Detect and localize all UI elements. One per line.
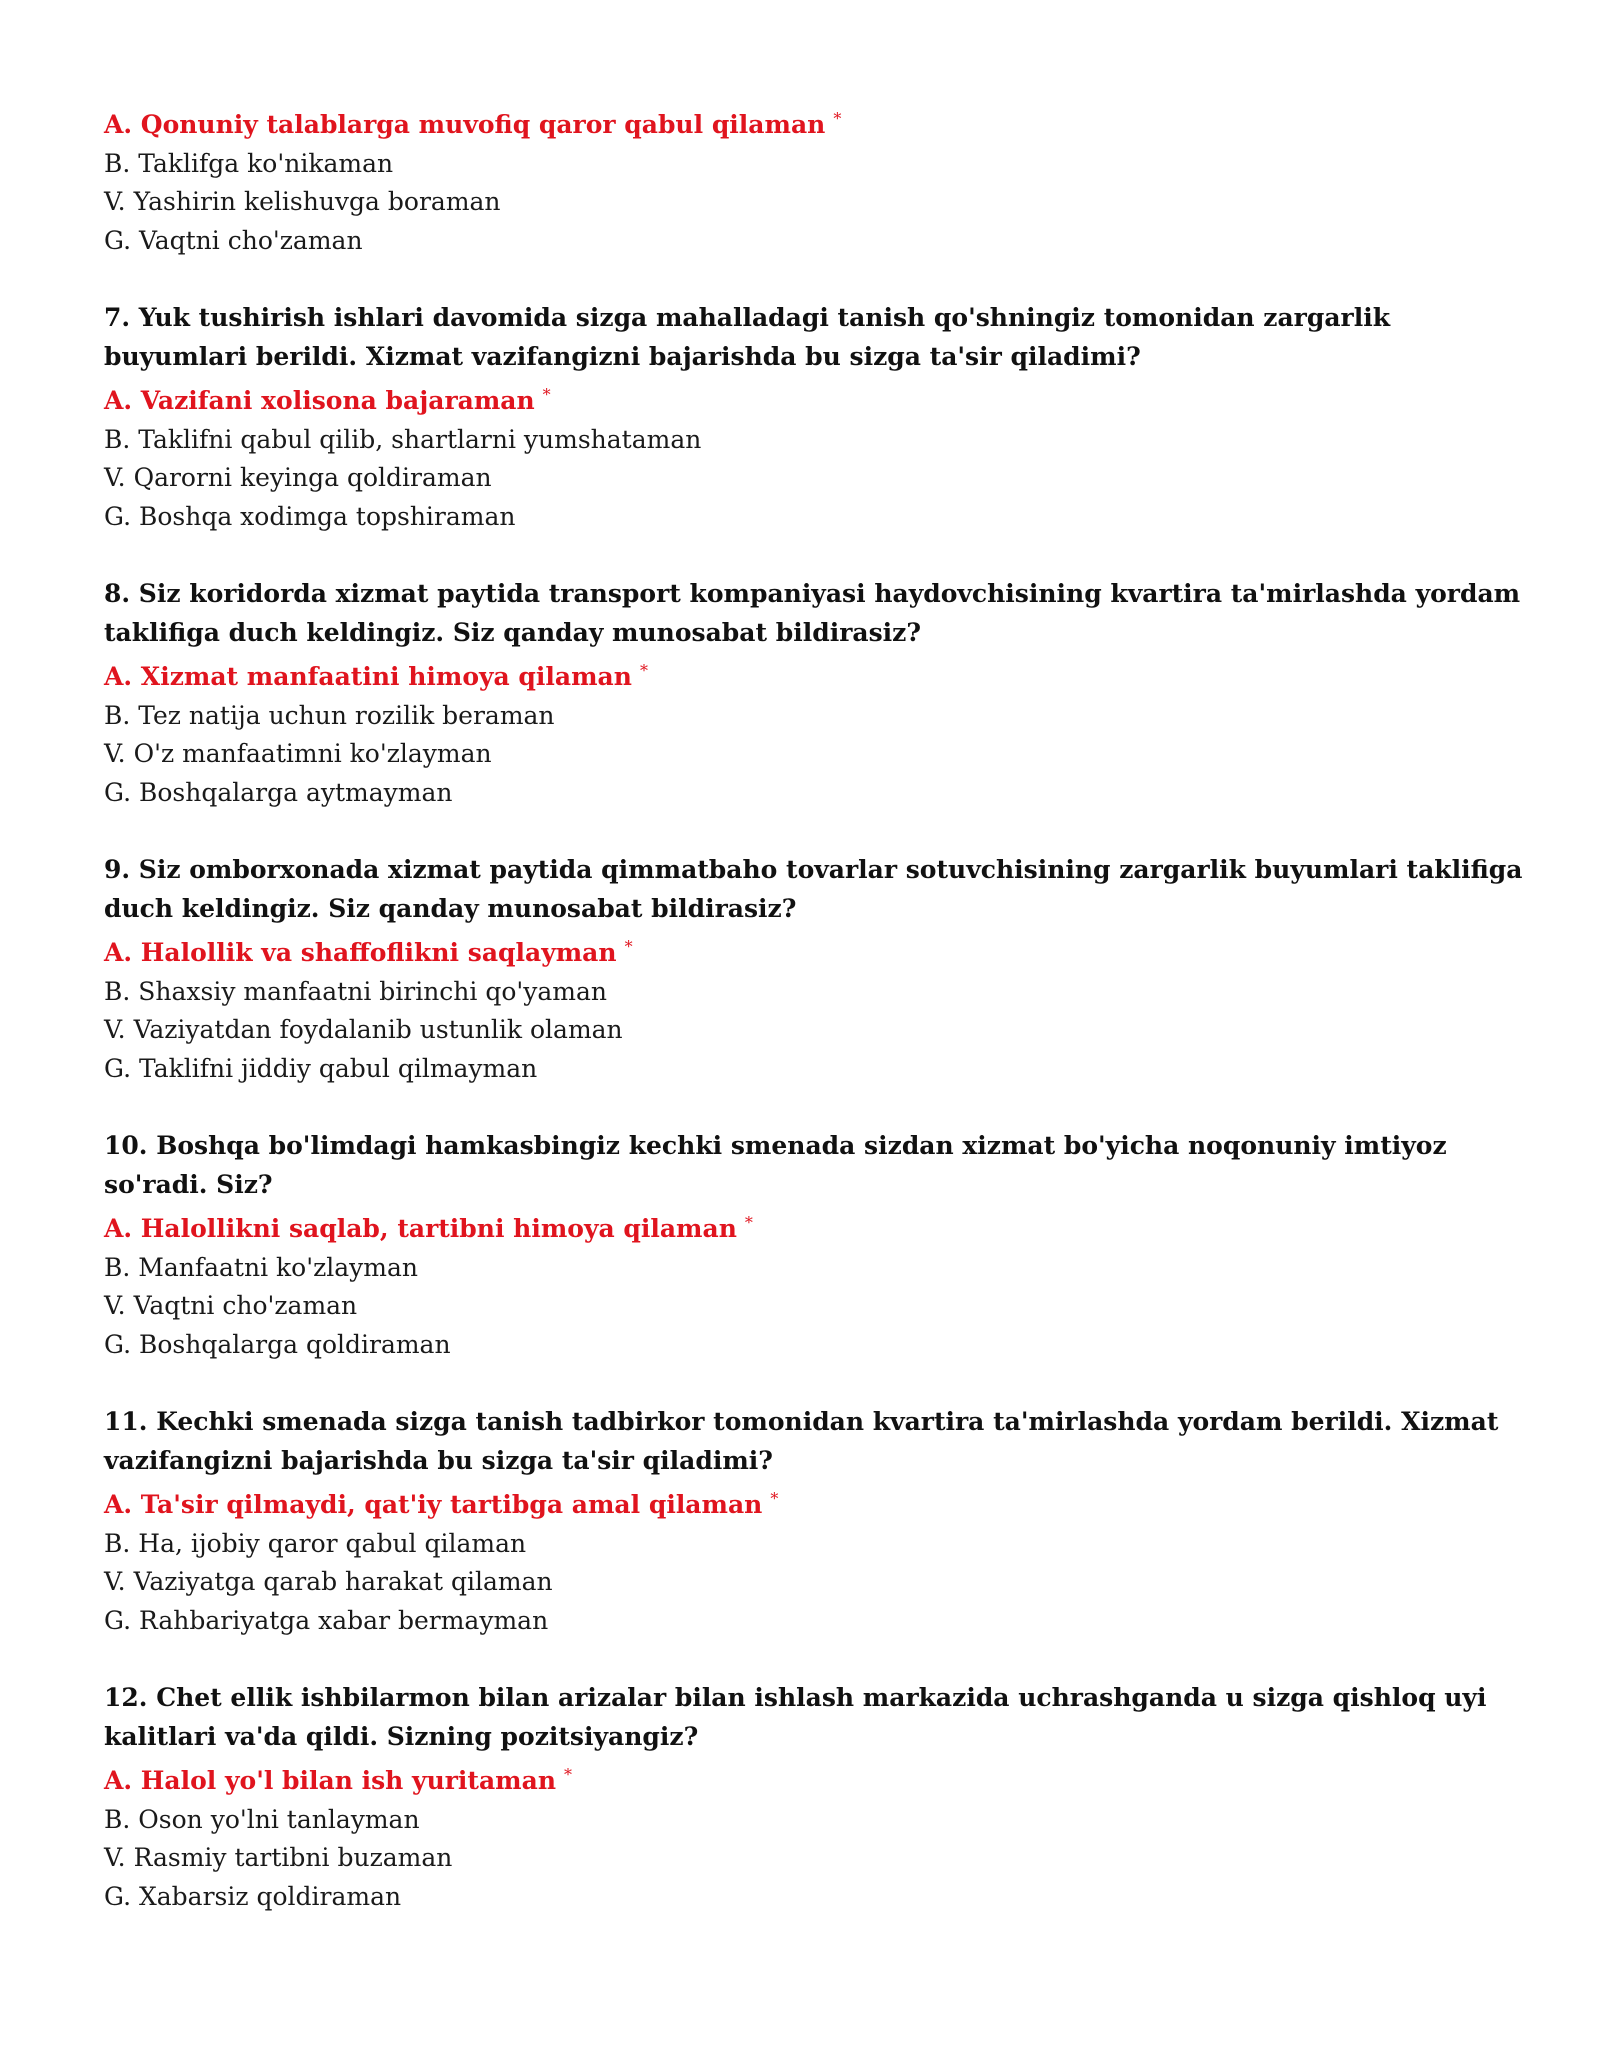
correct-marker: *: [639, 661, 648, 680]
question-text: 10. Boshqa bo'limdagi hamkasbingiz kechki smenada sizdan xizmat bo'yicha noqonuniy imtiyoz so'radi. Siz?: [104, 1131, 1447, 1199]
question-block-11: [104, 1403, 1524, 1640]
correct-marker: *: [564, 1765, 573, 1784]
answer-option: G. Boshqalarga qoldiraman: [104, 1329, 451, 1359]
correct-marker: *: [744, 1213, 753, 1232]
correct-answer: A. Halollik va shaffoflikni saqlayman *: [104, 937, 633, 967]
question-text: 7. Yuk tushirish ishlari davomida sizga mahalladagi tanish qo'shningiz tomonidan zargarlik buyumlari berildi. Xizmat vazifangizni bajarishda bu sizga ta'sir qiladimi?: [104, 303, 1391, 371]
answer-option: G. Boshqalarga aytmayman: [104, 777, 453, 807]
question-text: 12. Chet ellik ishbilarmon bilan arizalar bilan ishlash markazida uchrashganda u sizga qishloq uyi kalitlari va'da qildi. Sizning pozitsiyangiz?: [104, 1683, 1487, 1751]
answer-option: B. Shaxsiy manfaatni birinchi qo'yaman: [104, 976, 608, 1006]
correct-answer: A. Xizmat manfaatini himoya qilaman *: [104, 661, 648, 691]
answer-option: V. O'z manfaatimni ko'zlayman: [104, 739, 492, 768]
answer-option: G. Boshqa xodimga topshiraman: [104, 501, 516, 531]
answer-option: G. Rahbariyatga xabar bermayman: [104, 1605, 549, 1635]
correct-answer: A. Halol yo'l bilan ish yuritaman *: [104, 1765, 573, 1795]
question-block-6-continued: [104, 100, 1524, 260]
question-block-9: [104, 851, 1524, 1088]
answer-option: G. Taklifni jiddiy qabul qilmayman: [104, 1053, 538, 1083]
answer-option: V. Qarorni keyinga qoldiraman: [104, 463, 492, 492]
answer-option: B. Taklifga ko'nikaman: [104, 148, 394, 178]
answer-option: V. Vaziyatga qarab harakat qilaman: [104, 1567, 553, 1596]
answer-option: B. Taklifni qabul qilib, shartlarni yumshataman: [104, 424, 702, 454]
answer-option: G. Vaqtni cho'zaman: [104, 225, 363, 255]
correct-answer: A. Ta'sir qilmaydi, qat'iy tartibga amal qilaman *: [104, 1489, 779, 1519]
question-text: 8. Siz koridorda xizmat paytida transport kompaniyasi haydovchisining kvartira ta'mirlashda yordam taklifiga duch keldingiz. Siz qanday munosabat bildirasiz?: [104, 579, 1521, 647]
correct-answer: A. Qonuniy talablarga muvofiq qaror qabul qilaman *: [104, 109, 842, 139]
answer-option: V. Yashirin kelishuvga boraman: [104, 187, 501, 216]
correct-marker: *: [833, 109, 842, 128]
correct-answer: A. Vazifani xolisona bajaraman *: [104, 385, 551, 415]
question-block-8: [104, 575, 1524, 812]
correct-answer: A. Halollikni saqlab, tartibni himoya qilaman *: [104, 1213, 753, 1243]
answer-option: G. Xabarsiz qoldiraman: [104, 1881, 402, 1911]
answer-option: B. Manfaatni ko'zlayman: [104, 1252, 419, 1282]
question-block-7: [104, 299, 1524, 536]
question-text: 11. Kechki smenada sizga tanish tadbirkor tomonidan kvartira ta'mirlashda yordam berildi. Xizmat vazifangizni bajarishda bu sizga ta'sir qiladimi?: [104, 1407, 1499, 1475]
question-text: 9. Siz omborxonada xizmat paytida qimmatbaho tovarlar sotuvchisining zargarlik buyumlari taklifiga duch keldingiz. Siz qanday munosabat bildirasiz?: [104, 855, 1523, 923]
answer-option: V. Vaziyatdan foydalanib ustunlik olaman: [104, 1015, 623, 1044]
question-block-12: [104, 1679, 1524, 1916]
answer-option: B. Tez natija uchun rozilik beraman: [104, 700, 555, 730]
question-block-10: [104, 1127, 1524, 1364]
answer-option: V. Vaqtni cho'zaman: [104, 1291, 358, 1320]
answer-option: B. Ha, ijobiy qaror qabul qilaman: [104, 1528, 527, 1558]
answer-option: V. Rasmiy tartibni buzaman: [104, 1843, 453, 1872]
quiz-page: [104, 100, 1524, 1916]
correct-marker: *: [770, 1489, 779, 1508]
answer-option: B. Oson yo'lni tanlayman: [104, 1804, 420, 1834]
correct-marker: *: [624, 937, 633, 956]
correct-marker: *: [542, 385, 551, 404]
